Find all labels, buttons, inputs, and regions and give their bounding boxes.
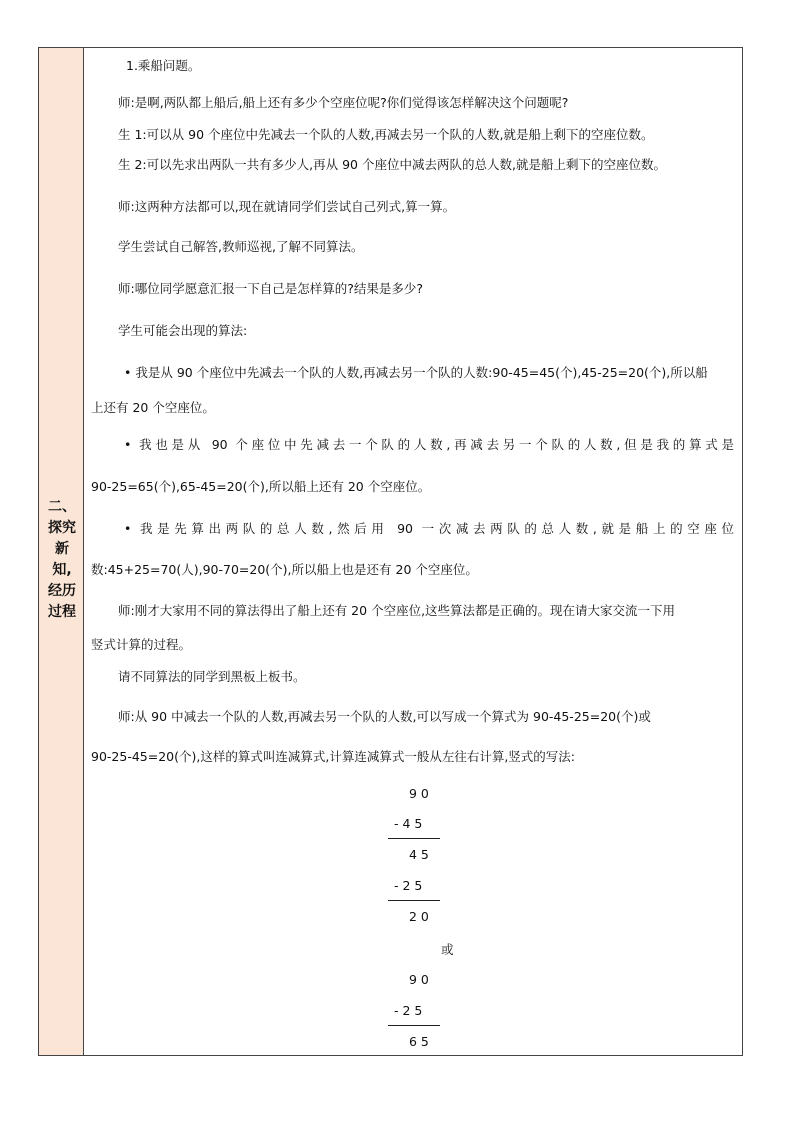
bullet-icon: • — [124, 521, 132, 536]
method1-line1: • 我是从 90 个座位中先减去一个队的人数,再减去另一个队的人数:90-45=45(个),45-25=20(个),所以船 — [124, 365, 708, 380]
calc2-line2: - 2 5 — [394, 1003, 423, 1018]
possible-methods: 学生可能会出现的算法: — [118, 323, 248, 338]
calc1-line2: - 4 5 — [394, 816, 423, 831]
teacher-summary-line1: 师:刚才大家用不同的算法得出了船上还有 20 个空座位,这些算法都是正确的。现在请大家交流一下用 — [118, 603, 676, 618]
student-try: 学生尝试自己解答,教师巡视,了解不同算法。 — [118, 239, 364, 254]
method3-line2: 数:45+25=70(人),90-70=20(个),所以船上也是还有 20 个空座位。 — [91, 562, 478, 577]
section-label: 二、 探究 新 知, 经历 过程 — [48, 499, 76, 620]
bullet-icon: • — [124, 365, 132, 380]
teacher-summary-line2: 竖式计算的过程。 — [91, 637, 192, 652]
calc1-rule2 — [388, 900, 440, 901]
student1-answer: 生 1:可以从 90 个座位中先减去一个队的人数,再减去另一个队的人数,就是船上剩下的空座位数。 — [118, 127, 654, 142]
section-column — [39, 48, 84, 1055]
method2-line2: 90-25=65(个),65-45=20(个),所以船上还有 20 个空座位。 — [91, 479, 431, 494]
teacher-explain-line1: 师:从 90 中减去一个队的人数,再减去另一个队的人数,可以写成一个算式为 90-45-25=20(个)或 — [118, 709, 651, 724]
method1-line2: 上还有 20 个空座位。 — [91, 400, 215, 415]
method2-line1: • 我也是从 90 个座位中先减去一个队的人数,再减去另一个队的人数,但是我的算式是 — [124, 437, 734, 452]
method3-line1: • 我是先算出两队的总人数,然后用 90 一次减去两队的总人数,就是船上的空座位 — [124, 521, 734, 536]
calc2-line3: 6 5 — [409, 1034, 429, 1049]
calc1-line1: 9 0 — [409, 786, 429, 801]
calc1-line5: 2 0 — [409, 909, 429, 924]
teacher-question: 师:是啊,两队都上船后,船上还有多少个空座位呢?你们觉得该怎样解决这个问题呢? — [118, 95, 569, 110]
teacher-explain-line2: 90-25-45=20(个),这样的算式叫连减算式,计算连减算式一般从左往右计算,竖式的写法: — [91, 749, 576, 764]
heading-boat-problem: 1.乘船问题。 — [126, 58, 201, 73]
bullet-icon: • — [124, 437, 132, 452]
teacher-report-question: 师:哪位同学愿意汇报一下自己是怎样算的?结果是多少? — [118, 281, 423, 296]
teacher-instruction: 师:这两种方法都可以,现在就请同学们尝试自己列式,算一算。 — [118, 199, 456, 214]
calc2-rule1 — [388, 1025, 440, 1026]
student2-answer: 生 2:可以先求出两队一共有多少人,再从 90 个座位中减去两队的总人数,就是船上剩下的空座位数。 — [118, 157, 666, 172]
board-writing: 请不同算法的同学到黑板上板书。 — [118, 669, 306, 684]
calc1-rule1 — [388, 838, 440, 839]
or-label: 或 — [441, 942, 454, 957]
calc1-line4: - 2 5 — [394, 878, 423, 893]
calc1-line3: 4 5 — [409, 847, 429, 862]
calc2-line1: 9 0 — [409, 972, 429, 987]
